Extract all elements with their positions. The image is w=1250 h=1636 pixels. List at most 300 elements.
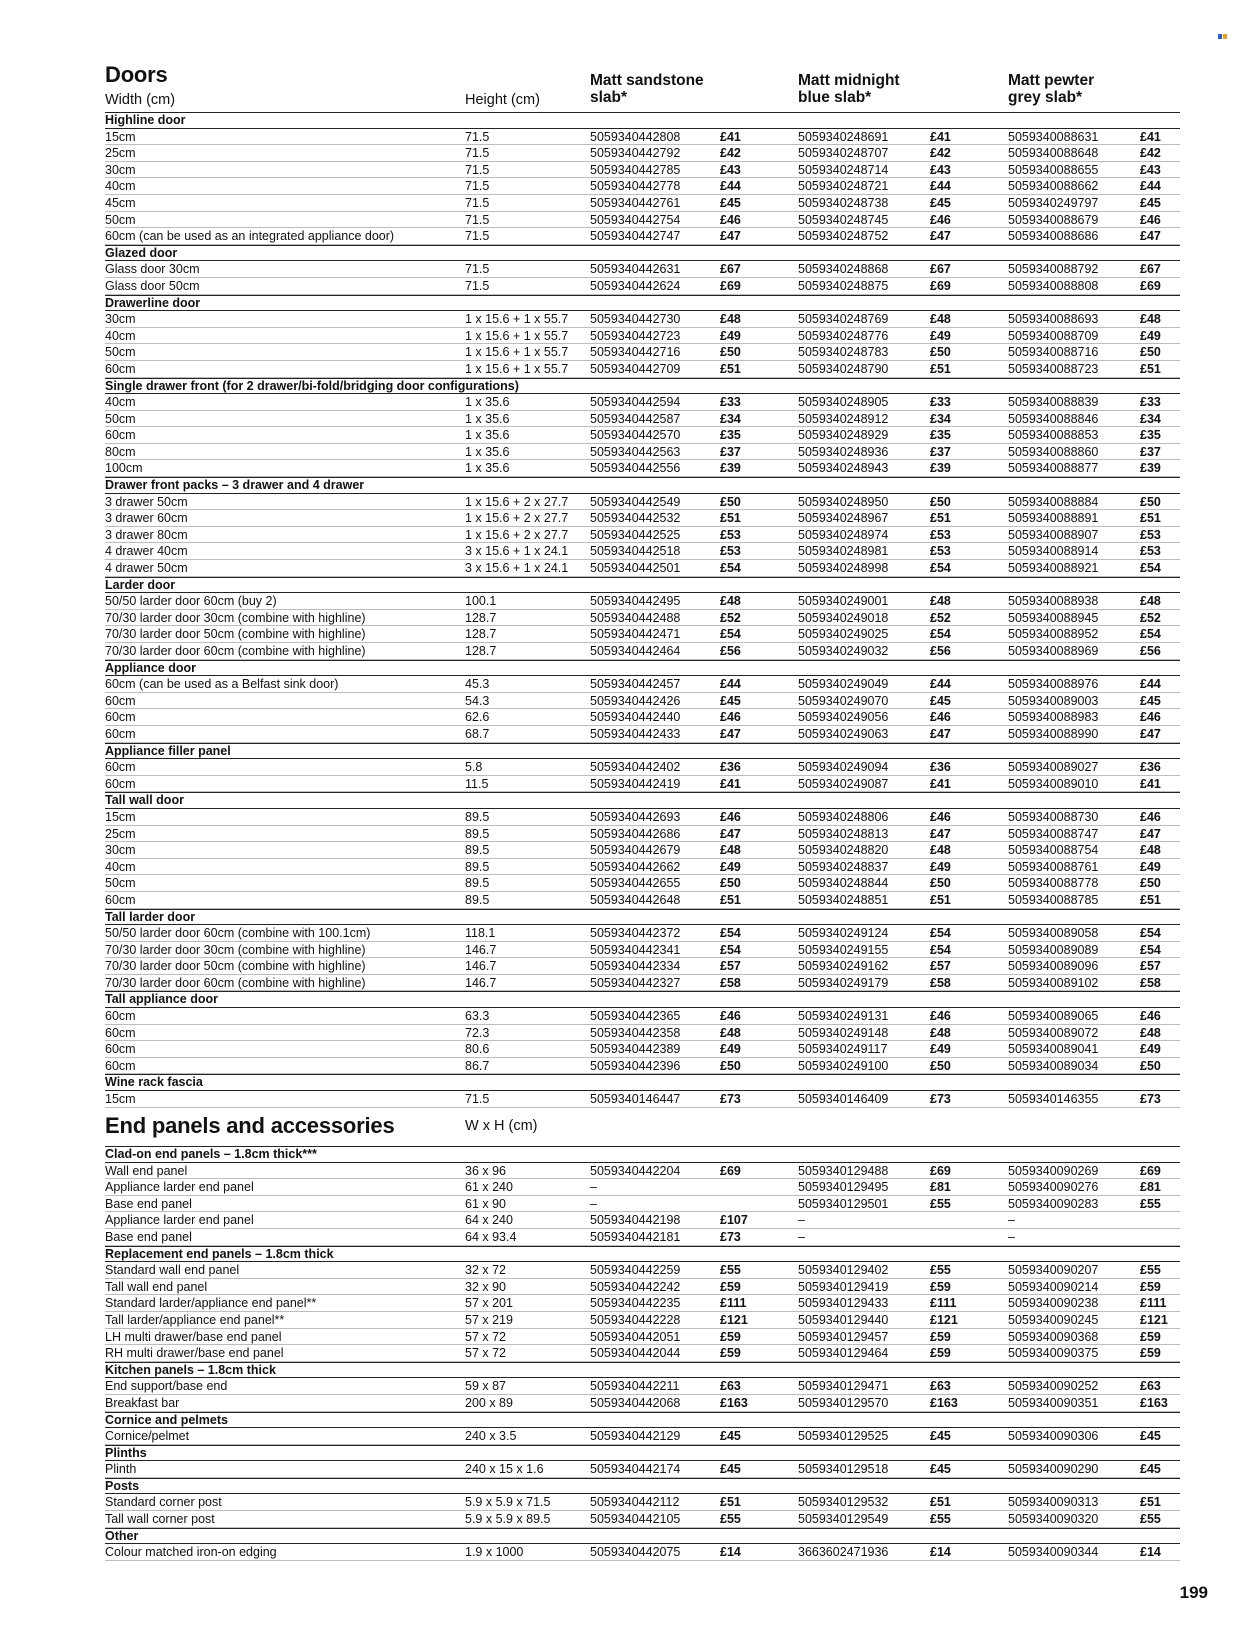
price-pewter-grey: £50 [1140, 876, 1161, 891]
price-midnight-blue: £54 [930, 627, 951, 642]
price-sandstone: £51 [720, 361, 741, 376]
price-sandstone: £51 [720, 511, 741, 526]
code-sandstone: 5059340442488 [590, 610, 681, 625]
code-midnight-blue: 5059340248974 [798, 527, 889, 542]
item-height: 1 x 15.6 + 2 x 27.7 [465, 494, 569, 509]
item-width: Standard corner post [105, 1495, 222, 1510]
price-sandstone: £34 [720, 411, 741, 426]
table-row [105, 1262, 1180, 1279]
code-sandstone: 5059340442075 [590, 1545, 681, 1560]
price-midnight-blue: £58 [930, 975, 951, 990]
code-midnight-blue: 5059340249032 [798, 644, 889, 658]
item-width: 30cm [105, 843, 136, 858]
code-pewter-grey: 5059340089027 [1008, 760, 1099, 775]
price-pewter-grey: £51 [1140, 1495, 1161, 1510]
item-width: 3 drawer 80cm [105, 527, 188, 542]
code-midnight-blue: 5059340248776 [798, 328, 889, 343]
code-midnight-blue: 5059340248721 [798, 179, 889, 194]
price-pewter-grey: £73 [1140, 1092, 1161, 1107]
price-sandstone: £41 [720, 129, 741, 144]
table-row [105, 510, 1180, 527]
price-sandstone: £41 [720, 776, 741, 791]
table-row [105, 693, 1180, 710]
price-pewter-grey: £121 [1140, 1312, 1168, 1327]
table-row [105, 1428, 1180, 1445]
price-pewter-grey: £42 [1140, 146, 1161, 161]
group-name: Kitchen panels – 1.8cm thick [105, 1362, 276, 1377]
code-sandstone: 5059340442419 [590, 776, 681, 791]
price-midnight-blue: £51 [930, 511, 951, 526]
code-sandstone: 5059340442693 [590, 809, 681, 824]
price-sandstone: £33 [720, 395, 741, 410]
item-width: Glass door 30cm [105, 262, 200, 277]
item-height: 61 x 240 [465, 1180, 513, 1195]
code-pewter-grey: 5059340088723 [1008, 361, 1099, 376]
table-row [105, 129, 1180, 146]
code-pewter-grey: 5059340088976 [1008, 677, 1099, 692]
item-height: 59 x 87 [465, 1379, 507, 1394]
price-midnight-blue: £52 [930, 610, 951, 625]
price-sandstone: £55 [720, 1263, 741, 1278]
code-sandstone: 5059340442532 [590, 511, 681, 526]
code-midnight-blue: 5059340249087 [798, 776, 889, 791]
code-midnight-blue: 5059340146409 [798, 1092, 889, 1107]
price-midnight-blue: £49 [930, 859, 951, 874]
price-midnight-blue: £63 [930, 1379, 951, 1394]
price-midnight-blue: £33 [930, 395, 951, 410]
price-pewter-grey: £33 [1140, 395, 1161, 410]
code-midnight-blue: 5059340248943 [798, 461, 889, 476]
price-pewter-grey: £46 [1140, 1009, 1161, 1024]
item-width: 15cm [105, 1092, 136, 1107]
item-width: 3 drawer 50cm [105, 494, 188, 509]
code-sandstone: 5059340442129 [590, 1429, 681, 1444]
item-width: 50cm [105, 411, 136, 426]
price-pewter-grey: £54 [1140, 926, 1161, 941]
price-sandstone: £48 [720, 1025, 741, 1040]
item-height: 64 x 93.4 [465, 1229, 517, 1244]
table-row [105, 626, 1180, 643]
table-row [105, 942, 1180, 959]
item-width: 60cm [105, 726, 136, 741]
price-midnight-blue: £39 [930, 461, 951, 476]
code-pewter-grey: 5059340088914 [1008, 544, 1099, 559]
item-height: 146.7 [465, 975, 497, 990]
price-pewter-grey: £49 [1140, 859, 1161, 874]
group-heading [105, 1478, 1180, 1495]
price-sandstone: £54 [720, 942, 741, 957]
table-row [105, 527, 1180, 544]
price-sandstone: £73 [720, 1092, 741, 1107]
code-pewter-grey: 5059340088747 [1008, 826, 1099, 841]
code-pewter-grey: 5059340090252 [1008, 1379, 1099, 1394]
group-heading [105, 660, 1180, 677]
price-pewter-grey: £49 [1140, 1042, 1161, 1057]
code-pewter-grey: 5059340089003 [1008, 693, 1099, 708]
code-midnight-blue: 5059340249063 [798, 726, 889, 741]
code-midnight-blue: 5059340249179 [798, 975, 889, 990]
price-pewter-grey: £50 [1140, 1058, 1161, 1073]
price-midnight-blue: £48 [930, 1025, 951, 1040]
code-sandstone: 5059340442785 [590, 162, 681, 177]
item-width: 40cm [105, 859, 136, 874]
item-height: 57 x 72 [465, 1346, 507, 1361]
code-sandstone: – [590, 1196, 597, 1211]
item-height: 118.1 [465, 926, 496, 941]
group-heading [105, 743, 1180, 760]
group-name: Tall larder door [105, 909, 196, 924]
table-row [105, 726, 1180, 743]
price-pewter-grey: £37 [1140, 444, 1161, 459]
code-pewter-grey: 5059340090283 [1008, 1196, 1099, 1211]
group-name: Drawer front packs – 3 drawer and 4 drawer [105, 478, 365, 493]
item-height: 240 x 15 x 1.6 [465, 1462, 544, 1477]
group-name: Appliance filler panel [105, 743, 231, 758]
code-midnight-blue: 5059340129525 [798, 1429, 889, 1444]
code-pewter-grey: 5059340090276 [1008, 1180, 1099, 1195]
price-sandstone: £49 [720, 328, 741, 343]
table-row [105, 361, 1180, 378]
item-width: Base end panel [105, 1196, 192, 1211]
code-pewter-grey: 5059340088662 [1008, 179, 1099, 194]
code-midnight-blue: 5059340249124 [798, 926, 889, 941]
item-width: 70/30 larder door 50cm (combine with highline) [105, 627, 366, 642]
code-sandstone: – [590, 1180, 597, 1195]
price-pewter-grey: £56 [1140, 644, 1161, 658]
code-sandstone: 5059340442358 [590, 1025, 681, 1040]
price-midnight-blue: £57 [930, 959, 951, 974]
price-midnight-blue: £37 [930, 444, 951, 459]
price-midnight-blue: £46 [930, 809, 951, 824]
price-pewter-grey: £47 [1140, 826, 1161, 841]
item-width: 70/30 larder door 30cm (combine with highline) [105, 610, 366, 625]
item-width: 60cm [105, 892, 136, 907]
code-pewter-grey: 5059340090207 [1008, 1263, 1099, 1278]
code-midnight-blue: 5059340129419 [798, 1279, 889, 1294]
code-pewter-grey: 5059340090351 [1008, 1395, 1099, 1410]
price-midnight-blue: £54 [930, 926, 951, 941]
table-row [105, 228, 1180, 245]
item-height: 1 x 15.6 + 2 x 27.7 [465, 527, 569, 542]
table-row [105, 195, 1180, 212]
group-name: Cornice and pelmets [105, 1412, 228, 1427]
price-midnight-blue: £55 [930, 1263, 951, 1278]
price-pewter-grey: £45 [1140, 693, 1161, 708]
item-width: 60cm [105, 1042, 136, 1057]
code-midnight-blue: – [798, 1213, 805, 1228]
item-width: LH multi drawer/base end panel [105, 1329, 282, 1344]
price-pewter-grey: £44 [1140, 179, 1161, 194]
code-pewter-grey: 5059340088938 [1008, 594, 1099, 609]
code-sandstone: 5059340442624 [590, 278, 681, 293]
code-pewter-grey: 5059340146355 [1008, 1092, 1099, 1107]
price-midnight-blue: £45 [930, 693, 951, 708]
table-row [105, 643, 1180, 660]
item-height: 62.6 [465, 710, 490, 725]
item-height: 72.3 [465, 1025, 490, 1040]
price-sandstone: £73 [720, 1229, 741, 1244]
table-row [105, 1025, 1180, 1042]
group-heading [105, 1528, 1180, 1545]
price-pewter-grey: £34 [1140, 411, 1161, 426]
code-pewter-grey: 5059340088860 [1008, 444, 1099, 459]
code-midnight-blue: 5059340129471 [798, 1379, 889, 1394]
code-sandstone: 5059340442464 [590, 644, 681, 658]
code-midnight-blue: 5059340248981 [798, 544, 889, 559]
item-width: Standard wall end panel [105, 1263, 240, 1278]
price-pewter-grey: £45 [1140, 195, 1161, 210]
price-pewter-grey: £52 [1140, 610, 1161, 625]
code-sandstone: 5059340442174 [590, 1462, 681, 1477]
group-name: Posts [105, 1478, 140, 1493]
code-midnight-blue: – [798, 1229, 805, 1244]
code-sandstone: 5059340442570 [590, 428, 681, 443]
code-midnight-blue: 5059340248950 [798, 494, 889, 509]
code-sandstone: 5059340442563 [590, 444, 681, 459]
width-label: Width (cm) [105, 92, 176, 108]
price-midnight-blue: £49 [930, 328, 951, 343]
group-name: Plinths [105, 1445, 147, 1460]
price-sandstone: £14 [720, 1545, 741, 1560]
item-height: 89.5 [465, 892, 490, 907]
item-width: 60cm [105, 776, 136, 791]
group-heading [105, 577, 1180, 594]
item-height: 1 x 15.6 + 1 x 55.7 [465, 312, 569, 327]
table-row [105, 494, 1180, 511]
code-sandstone: 5059340442235 [590, 1296, 681, 1311]
item-height: 89.5 [465, 826, 490, 841]
price-pewter-grey: £57 [1140, 959, 1161, 974]
item-width: 50cm [105, 345, 136, 360]
code-midnight-blue: 5059340129464 [798, 1346, 889, 1361]
price-midnight-blue: £47 [930, 229, 951, 244]
price-sandstone: £49 [720, 1042, 741, 1057]
code-midnight-blue: 5059340248790 [798, 361, 889, 376]
item-width: 50/50 larder door 60cm (buy 2) [105, 594, 277, 609]
table-row [105, 212, 1180, 229]
panels-title: End panels and accessories [105, 1113, 395, 1138]
code-pewter-grey: 5059340088952 [1008, 627, 1099, 642]
code-sandstone: 5059340442709 [590, 361, 681, 376]
price-midnight-blue: £54 [930, 942, 951, 957]
price-midnight-blue: £44 [930, 179, 951, 194]
code-midnight-blue: 3663602471936 [798, 1545, 889, 1560]
price-pewter-grey: £47 [1140, 726, 1161, 741]
code-sandstone: 5059340442549 [590, 494, 681, 509]
table-row [105, 1196, 1180, 1213]
item-height: 11.5 [465, 776, 489, 791]
price-midnight-blue: £55 [930, 1512, 951, 1527]
price-midnight-blue: £49 [930, 1042, 951, 1057]
item-height: 1 x 15.6 + 2 x 27.7 [465, 511, 569, 526]
price-sandstone: £54 [720, 627, 741, 642]
item-height: 89.5 [465, 876, 490, 891]
table-row [105, 1058, 1180, 1075]
price-midnight-blue: £43 [930, 162, 951, 177]
code-sandstone: 5059340442426 [590, 693, 681, 708]
code-pewter-grey: 5059340089102 [1008, 975, 1099, 990]
price-midnight-blue: £53 [930, 527, 951, 542]
item-height: 146.7 [465, 959, 497, 974]
table-row [105, 278, 1180, 295]
item-width: Cornice/pelmet [105, 1429, 190, 1444]
item-width: 15cm [105, 809, 136, 824]
item-width: 3 drawer 60cm [105, 511, 188, 526]
table-row [105, 178, 1180, 195]
code-midnight-blue: 5059340248929 [798, 428, 889, 443]
item-width: 25cm [105, 826, 136, 841]
code-pewter-grey: 5059340088884 [1008, 494, 1099, 509]
item-height: 64 x 240 [465, 1213, 513, 1228]
code-pewter-grey: 5059340090290 [1008, 1462, 1099, 1477]
price-sandstone: £47 [720, 826, 741, 841]
item-width: 45cm [105, 195, 136, 210]
price-sandstone: £53 [720, 527, 741, 542]
code-sandstone: 5059340442471 [590, 627, 681, 642]
col-midnight-blue: Matt midnight blue slab* [798, 72, 900, 106]
code-sandstone: 5059340442808 [590, 129, 681, 144]
table-row [105, 1544, 1180, 1561]
code-midnight-blue: 5059340249155 [798, 942, 889, 957]
code-midnight-blue: 5059340248936 [798, 444, 889, 459]
code-sandstone: 5059340442662 [590, 859, 681, 874]
item-height: 146.7 [465, 942, 497, 957]
code-pewter-grey: 5059340088990 [1008, 726, 1099, 741]
price-pewter-grey: £48 [1140, 843, 1161, 858]
item-width: 50cm [105, 876, 136, 891]
code-sandstone: 5059340442204 [590, 1163, 681, 1178]
price-sandstone: £46 [720, 710, 741, 725]
group-name: Other [105, 1528, 139, 1543]
code-pewter-grey: 5059340090245 [1008, 1312, 1099, 1327]
code-pewter-grey: 5059340088846 [1008, 411, 1099, 426]
height-label: Height (cm) [465, 92, 540, 108]
code-midnight-blue: 5059340248820 [798, 843, 889, 858]
item-width: 50/50 larder door 60cm (combine with 100.1cm) [105, 926, 371, 941]
code-midnight-blue: 5059340248851 [798, 892, 889, 907]
table-row [105, 1378, 1180, 1395]
table-row [105, 809, 1180, 826]
code-pewter-grey: 5059340089089 [1008, 942, 1099, 957]
table-row [105, 1511, 1180, 1528]
code-sandstone: 5059340442525 [590, 527, 681, 542]
item-width: 50cm [105, 212, 136, 227]
price-midnight-blue: £46 [930, 212, 951, 227]
price-pewter-grey: £46 [1140, 710, 1161, 725]
item-width: 15cm [105, 129, 136, 144]
item-width: 25cm [105, 146, 136, 161]
table-row [105, 776, 1180, 793]
item-height: 71.5 [465, 229, 490, 244]
price-sandstone: £46 [720, 1009, 741, 1024]
code-sandstone: 5059340442518 [590, 544, 681, 559]
code-midnight-blue: 5059340129495 [798, 1180, 889, 1195]
code-pewter-grey: 5059340089072 [1008, 1025, 1099, 1040]
price-midnight-blue: £44 [930, 677, 951, 692]
item-width: Standard larder/appliance end panel** [105, 1296, 317, 1311]
item-height: 1.9 x 1000 [465, 1545, 524, 1560]
price-pewter-grey: £55 [1140, 1512, 1161, 1527]
table-row [105, 1212, 1180, 1229]
code-midnight-blue: 5059340249148 [798, 1025, 889, 1040]
code-midnight-blue: 5059340249117 [798, 1042, 888, 1057]
page-number: 199 [1179, 1583, 1208, 1602]
code-midnight-blue: 5059340248806 [798, 809, 889, 824]
group-heading [105, 1445, 1180, 1462]
item-height: 5.9 x 5.9 x 71.5 [465, 1495, 551, 1510]
code-pewter-grey: 5059340088655 [1008, 162, 1099, 177]
table-row [105, 1312, 1180, 1329]
item-height: 128.7 [465, 644, 497, 658]
price-midnight-blue: £45 [930, 1462, 951, 1477]
group-name: Drawerline door [105, 295, 201, 310]
code-sandstone: 5059340442648 [590, 892, 681, 907]
code-pewter-grey: 5059340088754 [1008, 843, 1099, 858]
price-sandstone: £54 [720, 561, 741, 576]
code-midnight-blue: 5059340248875 [798, 278, 889, 293]
table-row [105, 1179, 1180, 1196]
table-row [105, 311, 1180, 328]
table-row [105, 261, 1180, 278]
code-midnight-blue: 5059340249070 [798, 693, 889, 708]
item-height: 86.7 [465, 1058, 490, 1073]
item-height: 89.5 [465, 809, 490, 824]
price-midnight-blue: £41 [930, 776, 951, 791]
price-sandstone: £47 [720, 726, 741, 741]
code-midnight-blue: 5059340129518 [798, 1462, 889, 1477]
price-sandstone: £50 [720, 345, 741, 360]
code-sandstone: 5059340442327 [590, 975, 681, 990]
table-row [105, 1091, 1180, 1108]
code-pewter-grey: 5059340088853 [1008, 428, 1099, 443]
code-pewter-grey: 5059340088792 [1008, 262, 1099, 277]
code-midnight-blue: 5059340129440 [798, 1312, 889, 1327]
price-midnight-blue: £111 [930, 1296, 957, 1311]
code-pewter-grey: – [1008, 1229, 1015, 1244]
item-height: 68.7 [465, 726, 490, 741]
price-sandstone: £52 [720, 610, 741, 625]
code-pewter-grey: 5059340090214 [1008, 1279, 1099, 1294]
item-width: 30cm [105, 162, 136, 177]
code-sandstone: 5059340442372 [590, 926, 681, 941]
code-sandstone: 5059340442198 [590, 1213, 681, 1228]
group-heading [105, 792, 1180, 809]
doors-title: Doors [105, 62, 168, 87]
price-midnight-blue: £42 [930, 146, 951, 161]
price-pewter-grey: £45 [1140, 1462, 1161, 1477]
code-pewter-grey: 5059340089034 [1008, 1058, 1099, 1073]
price-midnight-blue: £51 [930, 892, 951, 907]
group-heading [105, 245, 1180, 262]
code-midnight-blue: 5059340129402 [798, 1263, 889, 1278]
item-width: 60cm [105, 760, 136, 775]
group-heading [105, 295, 1180, 312]
table-row [105, 543, 1180, 560]
price-sandstone: £44 [720, 179, 741, 194]
panels-table [105, 1146, 1180, 1561]
item-width: 30cm [105, 312, 136, 327]
price-pewter-grey: £39 [1140, 461, 1161, 476]
price-pewter-grey: £48 [1140, 1025, 1161, 1040]
code-pewter-grey: 5059340090344 [1008, 1545, 1099, 1560]
table-row [105, 892, 1180, 909]
code-sandstone: 5059340442792 [590, 146, 681, 161]
col-pewter-grey: Matt pewter grey slab* [1008, 72, 1095, 106]
table-row [105, 1461, 1180, 1478]
code-midnight-blue: 5059340248837 [798, 859, 889, 874]
code-sandstone: 5059340442051 [590, 1329, 681, 1344]
code-midnight-blue: 5059340248967 [798, 511, 889, 526]
